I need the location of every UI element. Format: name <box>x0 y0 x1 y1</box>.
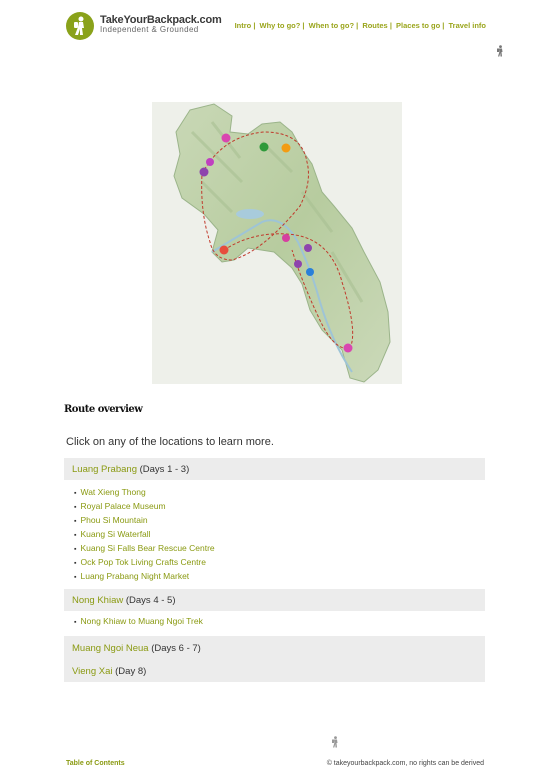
nav-item-why-to-go[interactable]: Why to go? <box>259 21 301 30</box>
list-item-link[interactable]: ▪ Phou Si Mountain <box>74 513 215 527</box>
marker-phonsavan[interactable] <box>206 158 214 166</box>
marker-muang-ngoi[interactable] <box>260 143 269 152</box>
hiker-icon <box>495 45 505 57</box>
hiker-icon <box>330 736 340 748</box>
route-overview-title: Route overview <box>64 404 143 415</box>
list-item-link[interactable]: ▪ Nong Khiaw to Muang Ngoi Trek <box>74 614 203 628</box>
group-nong-khiaw[interactable] <box>64 589 485 611</box>
nav-item-places-to-go[interactable]: Places to go <box>396 21 441 30</box>
group-location-link[interactable]: Vieng Xai <box>72 666 113 677</box>
marker-savannakhet[interactable] <box>294 260 302 268</box>
group-location-link[interactable]: Luang Prabang <box>72 464 137 475</box>
marker-vieng-xai[interactable] <box>282 144 291 153</box>
list-item-link[interactable]: ▪ Kuang Si Waterfall <box>74 527 215 541</box>
list-item-link[interactable]: ▪ Kuang Si Falls Bear Rescue Centre <box>74 541 215 555</box>
nav-item-intro[interactable]: Intro <box>234 21 252 30</box>
group-muang-ngoi-neua[interactable] <box>64 636 485 660</box>
brand-name[interactable]: TakeYourBackpack.com <box>100 14 222 26</box>
route-intro-text: Click on any of the locations to learn more. <box>66 436 274 448</box>
marker-luang-prabang[interactable] <box>200 168 209 177</box>
marker-pakse[interactable] <box>306 268 314 276</box>
footer-copyright: © takeyourbackpack.com, no rights can be derived <box>326 760 484 767</box>
nav-item-travel-info[interactable]: Travel info <box>448 21 486 30</box>
nav-item-routes[interactable]: Routes <box>362 21 388 30</box>
group-days: (Days 6 - 7) <box>151 643 201 654</box>
marker-vientiane[interactable] <box>220 246 229 255</box>
group-vieng-xai[interactable] <box>64 660 485 682</box>
marker-nong-khiaw[interactable] <box>222 134 231 143</box>
marker-si-phan-don[interactable] <box>344 344 353 353</box>
group-days: (Day 8) <box>115 666 147 677</box>
group-luang-prabang[interactable] <box>64 458 485 480</box>
logo-hiker-icon[interactable] <box>66 12 94 40</box>
list-item-link[interactable]: ▪ Royal Palace Museum <box>74 499 215 513</box>
nav-item-when-to-go[interactable]: When to go? <box>308 21 355 30</box>
list-item-link[interactable]: ▪ Ock Pop Tok Living Crafts Centre <box>74 555 215 569</box>
reservoir <box>236 209 264 219</box>
group-location-link[interactable]: Muang Ngoi Neua <box>72 643 149 654</box>
marker-thakhek[interactable] <box>282 234 290 242</box>
group-days: (Days 1 - 3) <box>139 464 190 475</box>
group-days: (Days 4 - 5) <box>125 595 176 606</box>
page-header <box>0 0 550 60</box>
nong-khiaw-places-list <box>74 614 203 628</box>
list-item-link[interactable]: ▪ Wat Xieng Thong <box>74 485 215 499</box>
group-location-link[interactable]: Nong Khiaw <box>72 595 124 606</box>
top-nav: Intro | Why to go? | When to go? | Routes | Places to go | Travel info <box>234 21 486 30</box>
list-item-link[interactable]: ▪ Luang Prabang Night Market <box>74 569 215 583</box>
luang-prabang-places-list <box>74 485 215 583</box>
table-of-contents-link[interactable]: Table of Contents <box>66 760 125 767</box>
route-map[interactable] <box>152 102 402 384</box>
marker-konglor[interactable] <box>304 244 312 252</box>
brand-tagline: Independent & Grounded <box>100 25 199 34</box>
